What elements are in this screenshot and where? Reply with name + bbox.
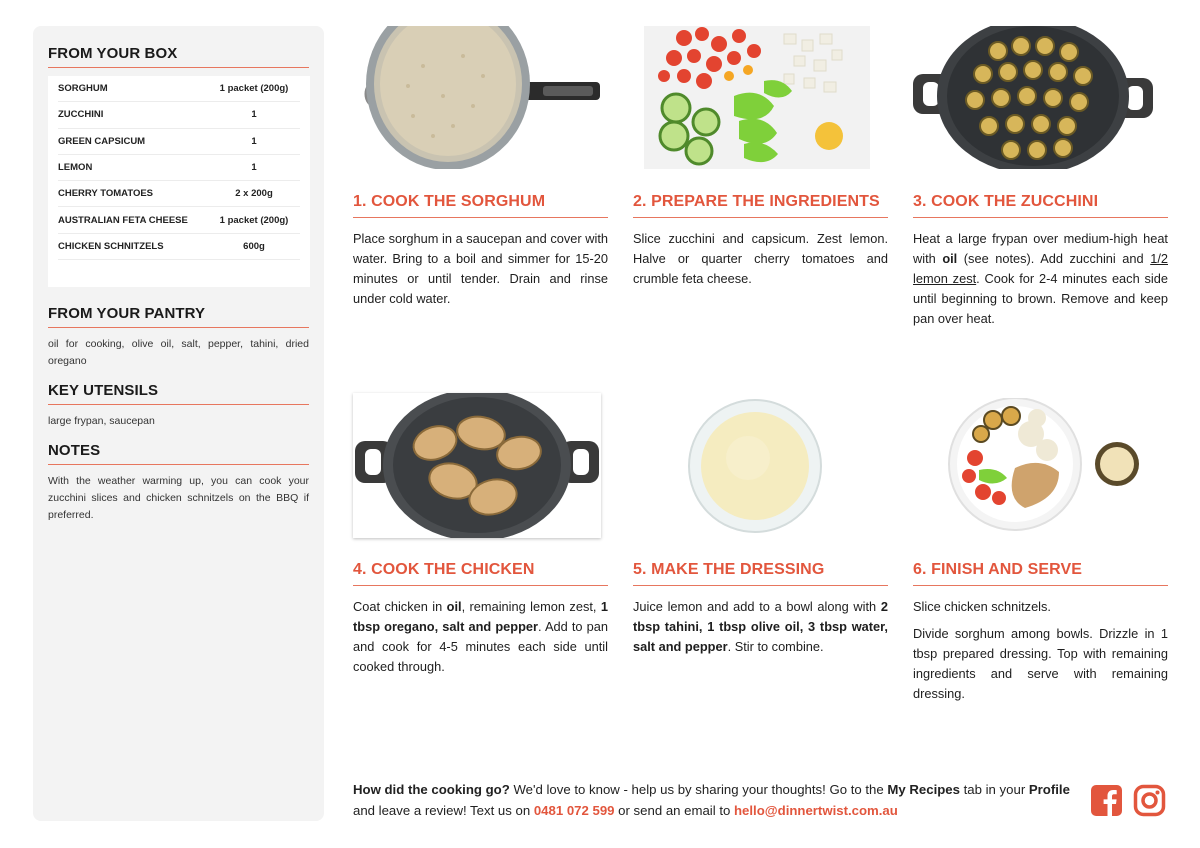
step-5: [633, 561, 888, 657]
ingredient-qty: 1: [251, 135, 257, 147]
step-paragraph: [353, 597, 608, 677]
ingredient-name: CHICKEN SCHNITZELS: [58, 240, 164, 252]
ingredient-name: LEMON: [58, 162, 93, 174]
step-title: 5. MAKE THE DRESSING: [633, 561, 888, 586]
zucchini-pan-photo: [913, 26, 1153, 169]
my-recipes-link[interactable]: My Recipes: [887, 782, 960, 797]
finished-dish-photo: [945, 398, 1145, 534]
table-row: [58, 76, 300, 102]
table-row: [58, 234, 300, 260]
table-row: [58, 181, 300, 207]
step-paragraph: Divide sorghum among bowls. Drizzle in 1 tbsp prepared dressing. Top with remaining ingredients and serve with remaining dressing.: [913, 626, 1168, 701]
ingredient-qty: 1: [251, 162, 257, 174]
step-4: [353, 561, 608, 677]
notes-section: [48, 442, 309, 524]
box-ingredients-table: [48, 76, 310, 287]
feedback-footer: [353, 779, 1073, 821]
step-title: 3. COOK THE ZUCCHINI: [913, 193, 1168, 218]
step-title: 4. COOK THE CHICKEN: [353, 561, 608, 586]
dressing-bowl-photo: [686, 398, 824, 534]
text-run: Juice lemon and add to a bowl along with: [633, 599, 881, 614]
phone-link[interactable]: 0481 072 599: [533, 803, 615, 818]
ingredients-photo: [644, 26, 870, 169]
pantry-text: oil for cooking, olive oil, salt, pepper, tahini, dried oregano: [48, 338, 309, 367]
sidebar: [33, 26, 324, 821]
step-2: [633, 193, 888, 289]
step-paragraph: Slice zucchini and capsicum. Zest lemon. Halve or quarter cherry tomatoes and crumble feta cheese.: [633, 231, 888, 286]
ingredient-name: SORGHUM: [58, 83, 108, 95]
text-run: . Cook for 2-4 minutes each side until beginning to brown. Remove and keep pan over heat.: [913, 271, 1168, 326]
footer-question: How did the cooking go?: [353, 782, 510, 797]
ingredient-name: GREEN CAPSICUM: [58, 135, 146, 147]
ingredient-qty: 1: [251, 109, 257, 121]
email-link[interactable]: hello@dinnertwist.com.au: [734, 803, 898, 818]
bold-run: 1 tbsp oregano, salt and pepper: [353, 599, 608, 634]
utensils-text: large frypan, saucepan: [48, 415, 155, 427]
bold-run: oil: [446, 599, 462, 614]
step-text: [913, 597, 1168, 704]
text-run: tab in your: [959, 782, 1029, 797]
text-run: Heat a large frypan over medium-high heat with: [913, 231, 1168, 266]
text-run: (see notes). Add zucchini and: [957, 251, 1151, 266]
step-paragraph: [913, 229, 1168, 329]
step-text: [353, 229, 608, 309]
text-run: We'd love to know - help us by sharing your thoughts! Go to the: [509, 782, 888, 797]
step-title: 2. PREPARE THE INGREDIENTS: [633, 193, 888, 218]
underline-run: 1/2 lemon zest: [913, 251, 1169, 286]
step-title: 1. COOK THE SORGHUM: [353, 193, 608, 218]
facebook-icon[interactable]: [1090, 784, 1123, 817]
ingredient-name: CHERRY TOMATOES: [58, 188, 154, 200]
table-row: [58, 155, 300, 181]
table-row: [58, 102, 300, 128]
instagram-icon[interactable]: [1133, 784, 1166, 817]
ingredient-name: AUSTRALIAN FETA CHEESE: [58, 214, 188, 226]
step-1: [353, 193, 608, 309]
text-run: , remaining lemon zest,: [461, 599, 601, 614]
step-6: [913, 561, 1168, 704]
utensils-title: KEY UTENSILS: [48, 382, 309, 405]
utensils-section: [48, 382, 309, 430]
text-run: . Stir to combine.: [727, 639, 824, 654]
step-paragraph: [633, 597, 888, 657]
ingredient-name: ZUCCHINI: [58, 109, 104, 121]
step-text: [913, 229, 1168, 329]
ingredient-qty: 2 x 200g: [235, 188, 273, 200]
pantry-section: [48, 305, 309, 370]
text-run: . Add to pan and cook for 4-5 minutes each side until cooked through.: [353, 619, 608, 674]
step-paragraph: Slice chicken schnitzels.: [913, 599, 1051, 614]
step-text: [353, 597, 608, 677]
pantry-title: FROM YOUR PANTRY: [48, 305, 309, 328]
profile-link[interactable]: Profile: [1028, 782, 1070, 797]
bold-run: oil: [942, 251, 958, 266]
ingredient-qty: 1 packet (200g): [219, 214, 289, 226]
step-title: 6. FINISH AND SERVE: [913, 561, 1168, 586]
text-run: or send an email to: [614, 803, 734, 818]
step-paragraph: Place sorghum in a saucepan and cover with water. Bring to a boil and simmer for 15-20 minutes or until tender. Drain and rinse under cold water.: [353, 231, 608, 306]
text-run: Coat chicken in: [353, 599, 447, 614]
notes-title: NOTES: [48, 442, 309, 465]
table-row: [58, 207, 300, 233]
box-title: FROM YOUR BOX: [48, 45, 309, 68]
sorghum-photo: [353, 26, 608, 169]
chicken-pan-photo: [353, 393, 601, 538]
step-text: [633, 229, 888, 289]
ingredient-qty: 600g: [243, 240, 265, 252]
ingredient-qty: 1 packet (200g): [219, 83, 289, 95]
bold-run: 2 tbsp tahini, 1 tbsp olive oil, 3 tbsp water, salt and pepper: [633, 599, 888, 654]
notes-text: With the weather warming up, you can cook your zucchini slices and chicken schnitzels on the BBQ if preferred.: [48, 475, 309, 521]
step-text: [633, 597, 888, 657]
step-3: [913, 193, 1168, 329]
text-run: and leave a review! Text us on: [353, 803, 534, 818]
table-row: [58, 129, 300, 155]
